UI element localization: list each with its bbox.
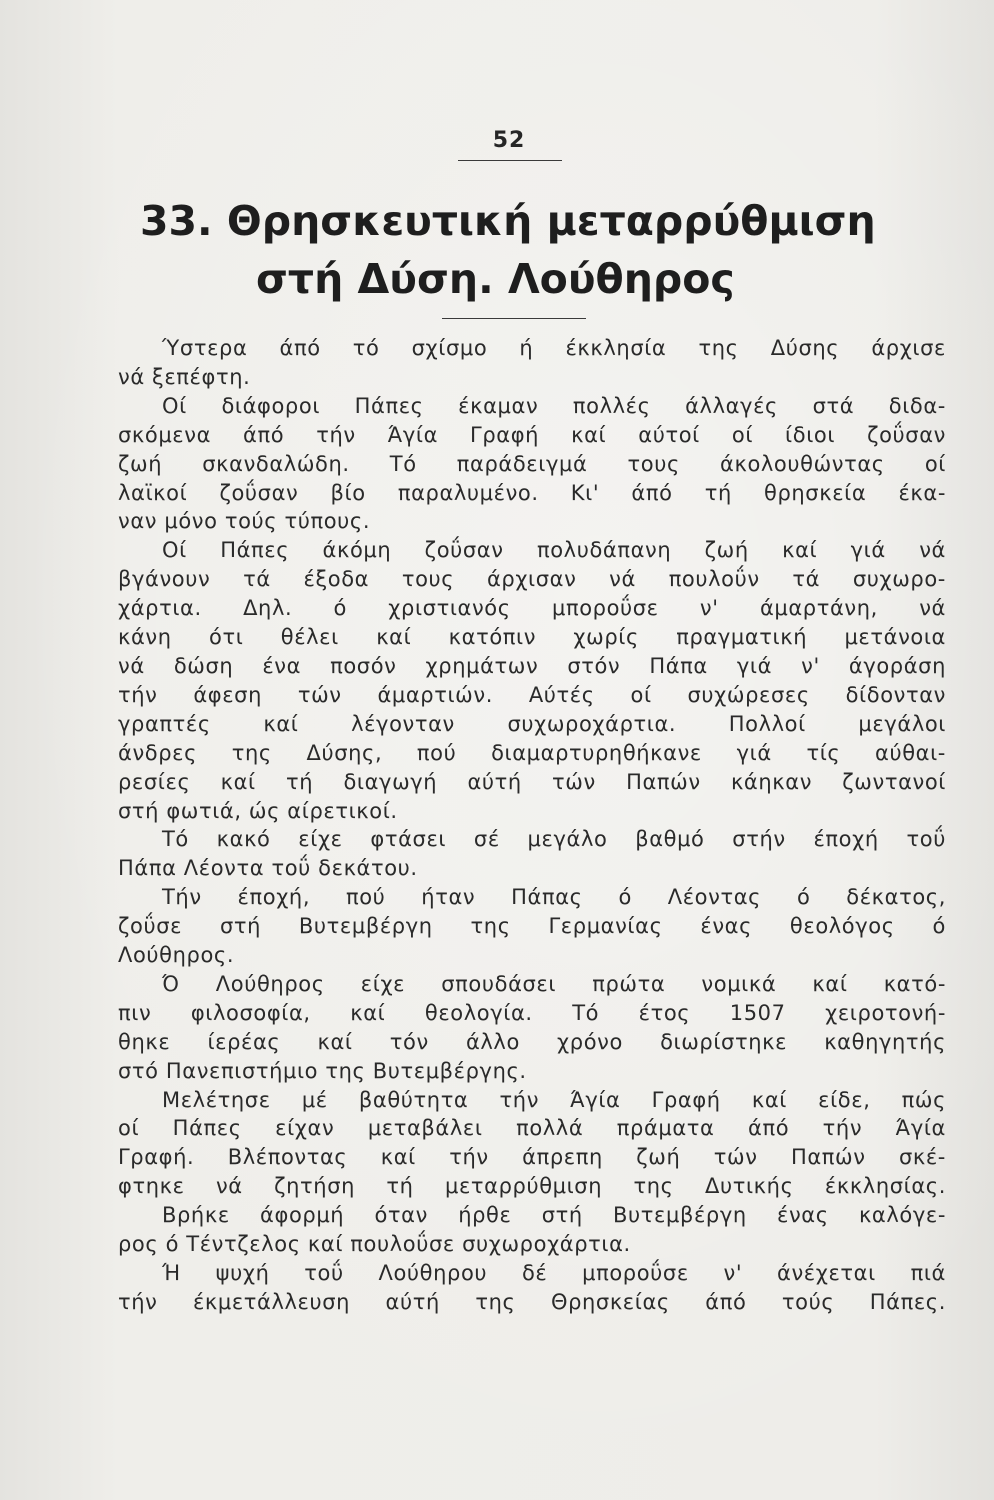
text-line: θηκε ίερέας καί τόν άλλο χρόνο διωρίστηκε καθηγητής bbox=[118, 1029, 946, 1054]
text-line: οί Πάπες είχαν μεταβάλει πολλά πράματα άπό τήν Άγία bbox=[118, 1116, 946, 1141]
chapter-title bbox=[140, 192, 920, 308]
text-line: άνδρες της Δύσης, πού διαμαρτυρηθήκανε γιά τίς αύθαι- bbox=[118, 740, 946, 765]
text-line: ρεσίες καί τή διαγωγή αύτή τών Παπών κάηκαν ζωντανοί bbox=[118, 769, 946, 794]
chapter-title-line-2: στή Δύση. Λούθηρος bbox=[256, 255, 735, 303]
text-line: Οί Πάπες άκόμη ζοΰσαν πολυδάπανη ζωή καί γιά νά bbox=[162, 538, 946, 563]
text-line: Πάπα Λέοντα τοΰ δεκάτου. bbox=[118, 856, 418, 881]
text-line: στό Πανεπιστήμιο της Βυτεμβέργης. bbox=[118, 1058, 527, 1083]
text-line: τήν άφεση τών άμαρτιών. Αύτές οί συχώρεσες δίδονταν bbox=[118, 682, 946, 707]
body-text bbox=[118, 334, 946, 1317]
text-line: νά δώση ένα ποσόν χρημάτων στόν Πάπα γιά ν' άγοράση bbox=[118, 653, 946, 678]
text-line: ρος ό Τέντζελος καί πουλοΰσε συχωροχάρτια. bbox=[118, 1232, 631, 1257]
text-line: Ύστερα άπό τό σχίσμο ή έκκλησία της Δύσης άρχισε bbox=[162, 336, 946, 360]
page-number: 52 bbox=[492, 128, 526, 153]
text-line: χάρτια. Δηλ. ό χριστιανός μποροΰσε ν' άμαρτάνη, νά bbox=[118, 596, 946, 621]
text-line: πιν φιλοσοφία, καί θεολογία. Τό έτος 1507 χειροτονή- bbox=[118, 1000, 946, 1025]
text-line: Οί διάφοροι Πάπες έκαμαν πολλές άλλαγές στά διδα- bbox=[162, 393, 946, 418]
text-line: κάνη ότι θέλει καί κατόπιν χωρίς πραγματική μετάνοια bbox=[118, 625, 946, 650]
text-line: ναν μόνο τούς τύπους. bbox=[118, 509, 371, 534]
text-line: Βρήκε άφορμή όταν ήρθε στή Βυτεμβέργη ένας καλόγε- bbox=[162, 1203, 946, 1228]
title-rule bbox=[442, 318, 586, 319]
text-line: τήν έκμετάλλευση αύτή της Θρησκείας άπό τούς Πάπες. bbox=[118, 1289, 946, 1314]
text-line: Λούθηρος. bbox=[118, 943, 235, 968]
text-line: Τό κακό είχε φτάσει σέ μεγάλο βαθμό στήν έποχή τοΰ bbox=[162, 827, 946, 852]
text-line: Ή ψυχή τοΰ Λούθηρου δέ μποροΰσε ν' άνέχεται πιά bbox=[162, 1261, 946, 1285]
page-number-rule bbox=[458, 160, 562, 161]
text-line: ζωή σκανδαλώδη. Τό παράδειγμά τους άκολουθώντας οί bbox=[118, 451, 946, 476]
text-line: Μελέτησε μέ βαθύτητα τήν Άγία Γραφή καί είδε, πώς bbox=[162, 1087, 946, 1112]
text-line: λαϊκοί ζοΰσαν βίο παραλυμένο. Κι' άπό τή θρησκεία έκα- bbox=[118, 480, 946, 505]
text-line: φτηκε νά ζητήση τή μεταρρύθμιση της Δυτικής έκκλησίας. bbox=[118, 1174, 946, 1199]
text-line: Γραφή. Βλέποντας καί τήν άπρεπη ζωή τών Παπών σκέ- bbox=[118, 1145, 946, 1170]
text-line: σκόμενα άπό τήν Άγία Γραφή καί αύτοί οί ίδιοι ζοΰσαν bbox=[118, 422, 946, 447]
text-line: γραπτές καί λέγονταν συχωροχάρτια. Πολλοί μεγάλοι bbox=[118, 711, 946, 736]
text-line: στή φωτιά, ώς αίρετικοί. bbox=[118, 798, 398, 823]
text-line: νά ξεπέφτη. bbox=[118, 364, 251, 389]
text-line: ζοΰσε στή Βυτεμβέργη της Γερμανίας ένας θεολόγος ό bbox=[118, 914, 946, 939]
text-line: Τήν έποχή, πού ήταν Πάπας ό Λέοντας ό δέκατος, bbox=[162, 885, 946, 910]
text-line: βγάνουν τά έξοδα τους άρχισαν νά πουλοΰν τά συχωρο- bbox=[118, 567, 946, 592]
text-line: Ό Λούθηρος είχε σπουδάσει πρώτα νομικά καί κατό- bbox=[162, 971, 946, 996]
chapter-title-line-1: 33. Θρησκευτική μεταρρύθμιση bbox=[140, 197, 876, 245]
